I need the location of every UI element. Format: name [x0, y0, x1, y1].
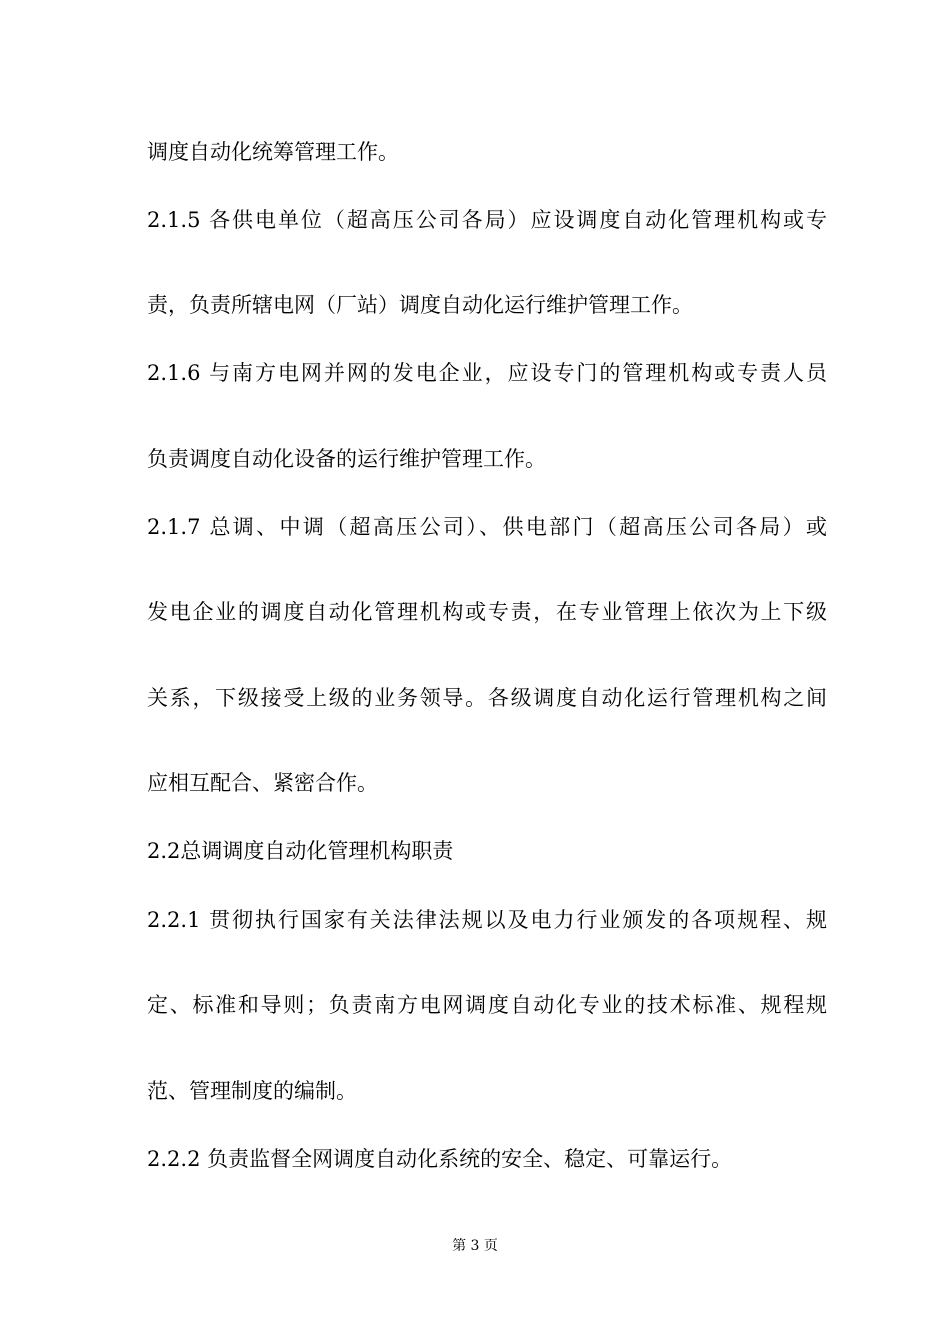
section-2-1-7-line-1: 2.1.7 总调、中调（超高压公司）、供电部门（超高压公司各局）或 — [147, 515, 827, 539]
section-2-1-5-line-1: 2.1.5 各供电单位（超高压公司各局）应设调度自动化管理机构或专 — [147, 208, 827, 232]
section-heading-2-2: 2.2总调调度自动化管理机构职责 — [147, 839, 454, 863]
section-2-1-7-line-2: 发电企业的调度自动化管理机构或专责，在专业管理上依次为上下级 — [147, 600, 827, 624]
section-2-2-1-line-3: 范、管理制度的编制。 — [147, 1079, 357, 1103]
section-2-1-7-line-3: 关系，下级接受上级的业务领导。各级调度自动化运行管理机构之间 — [147, 686, 827, 710]
page-number-footer: 第 3 页 — [452, 1238, 498, 1254]
section-2-2-1-line-1: 2.2.1 贯彻执行国家有关法律法规以及电力行业颁发的各项规程、规 — [147, 908, 827, 932]
section-2-1-6-line-1: 2.1.6 与南方电网并网的发电企业，应设专门的管理机构或专责人员 — [147, 361, 827, 385]
section-2-1-5-line-2: 责，负责所辖电网（厂站）调度自动化运行维护管理工作。 — [147, 293, 693, 317]
section-2-2-2-line-1: 2.2.2 负责监督全网调度自动化系统的安全、稳定、可靠运行。 — [147, 1147, 733, 1171]
section-2-2-1-line-2: 定、标准和导则；负责南方电网调度自动化专业的技术标准、规程规 — [147, 993, 827, 1017]
body-text-line: 调度自动化统筹管理工作。 — [147, 140, 399, 164]
section-2-1-7-line-4: 应相互配合、紧密合作。 — [147, 771, 378, 795]
section-2-1-6-line-2: 负责调度自动化设备的运行维护管理工作。 — [147, 447, 546, 471]
